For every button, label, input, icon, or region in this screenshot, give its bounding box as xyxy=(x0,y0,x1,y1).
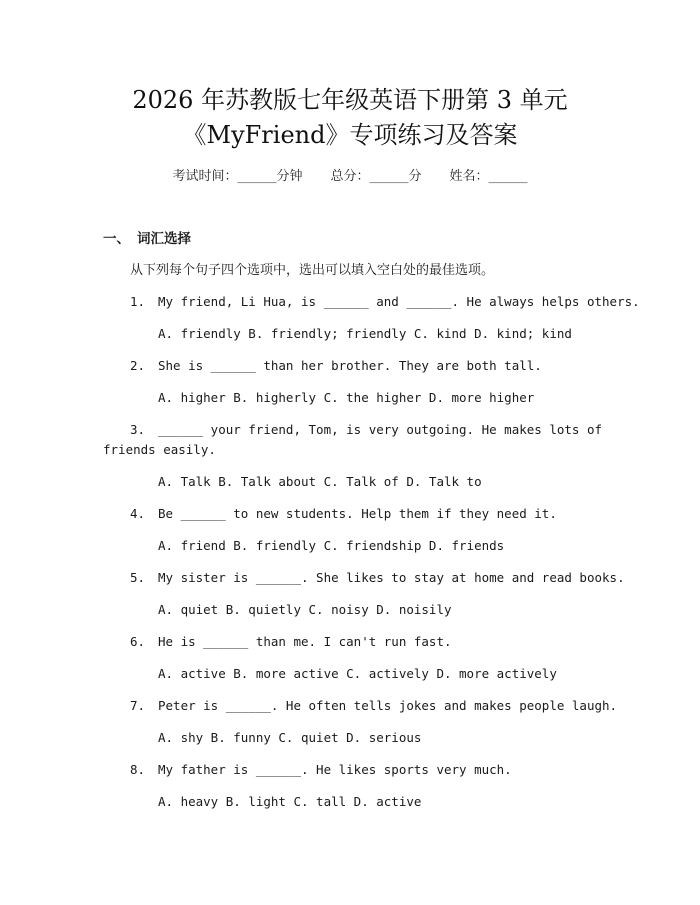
question-options: A. heavy B. light C. tall D. active xyxy=(158,794,422,809)
exam-time-field: 考试时间：______分钟 xyxy=(172,169,303,184)
question-options: A. higher B. higherly C. the higher D. more higher xyxy=(158,390,535,405)
student-name-field: 姓名：______ xyxy=(449,169,528,184)
question-options: A. active B. more active C. actively D. more actively xyxy=(158,666,557,681)
exam-score-field: 总分：______分 xyxy=(330,169,422,184)
question-number: 3. xyxy=(130,422,146,437)
document-title-line-1: 2026 年苏教版七年级英语下册第 3 单元 xyxy=(132,86,568,114)
question-text: Be ______ to new students. Help them if they need it. xyxy=(158,506,557,521)
question-text: My father is ______. He likes sports very much. xyxy=(158,762,512,777)
exam-meta xyxy=(0,168,700,186)
question-number: 2. xyxy=(130,358,146,373)
question-number: 4. xyxy=(130,506,146,521)
question-options: A. friend B. friendly C. friendship D. friends xyxy=(158,538,505,553)
question-text: Peter is ______. He often tells jokes and makes people laugh. xyxy=(158,698,618,713)
question-number: 8. xyxy=(130,762,146,777)
question-text: She is ______ than her brother. They are both tall. xyxy=(158,358,542,373)
section-title: 词汇选择 xyxy=(137,231,191,247)
question-number: 5. xyxy=(130,570,146,585)
question-number: 6. xyxy=(130,634,146,649)
section-heading xyxy=(103,230,191,248)
question-options: A. Talk B. Talk about C. Talk of D. Talk to xyxy=(158,474,482,489)
section-number: 一、 xyxy=(103,231,130,247)
question-number: 7. xyxy=(130,698,146,713)
section-instruction: 从下列每个句子四个选项中，选出可以填入空白处的最佳选项。 xyxy=(130,263,495,278)
question-number: 1. xyxy=(130,294,146,309)
question-text: ______ your friend, Tom, is very outgoing. He makes lots of xyxy=(158,422,603,437)
question-text: My sister is ______. She likes to stay at home and read books. xyxy=(158,570,625,585)
question-options: A. quiet B. quietly C. noisy D. noisily xyxy=(158,602,452,617)
question-options: A. friendly B. friendly; friendly C. kind D. kind; kind xyxy=(158,326,572,341)
question-options: A. shy B. funny C. quiet D. serious xyxy=(158,730,422,745)
question-text: He is ______ than me. I can't run fast. xyxy=(158,634,452,649)
question-text: My friend, Li Hua, is ______ and ______. He always helps others. xyxy=(158,294,640,309)
question-text-continued: friends easily. xyxy=(103,442,216,457)
document-title-line-2: 《MyFriend》专项练习及答案 xyxy=(182,121,518,149)
